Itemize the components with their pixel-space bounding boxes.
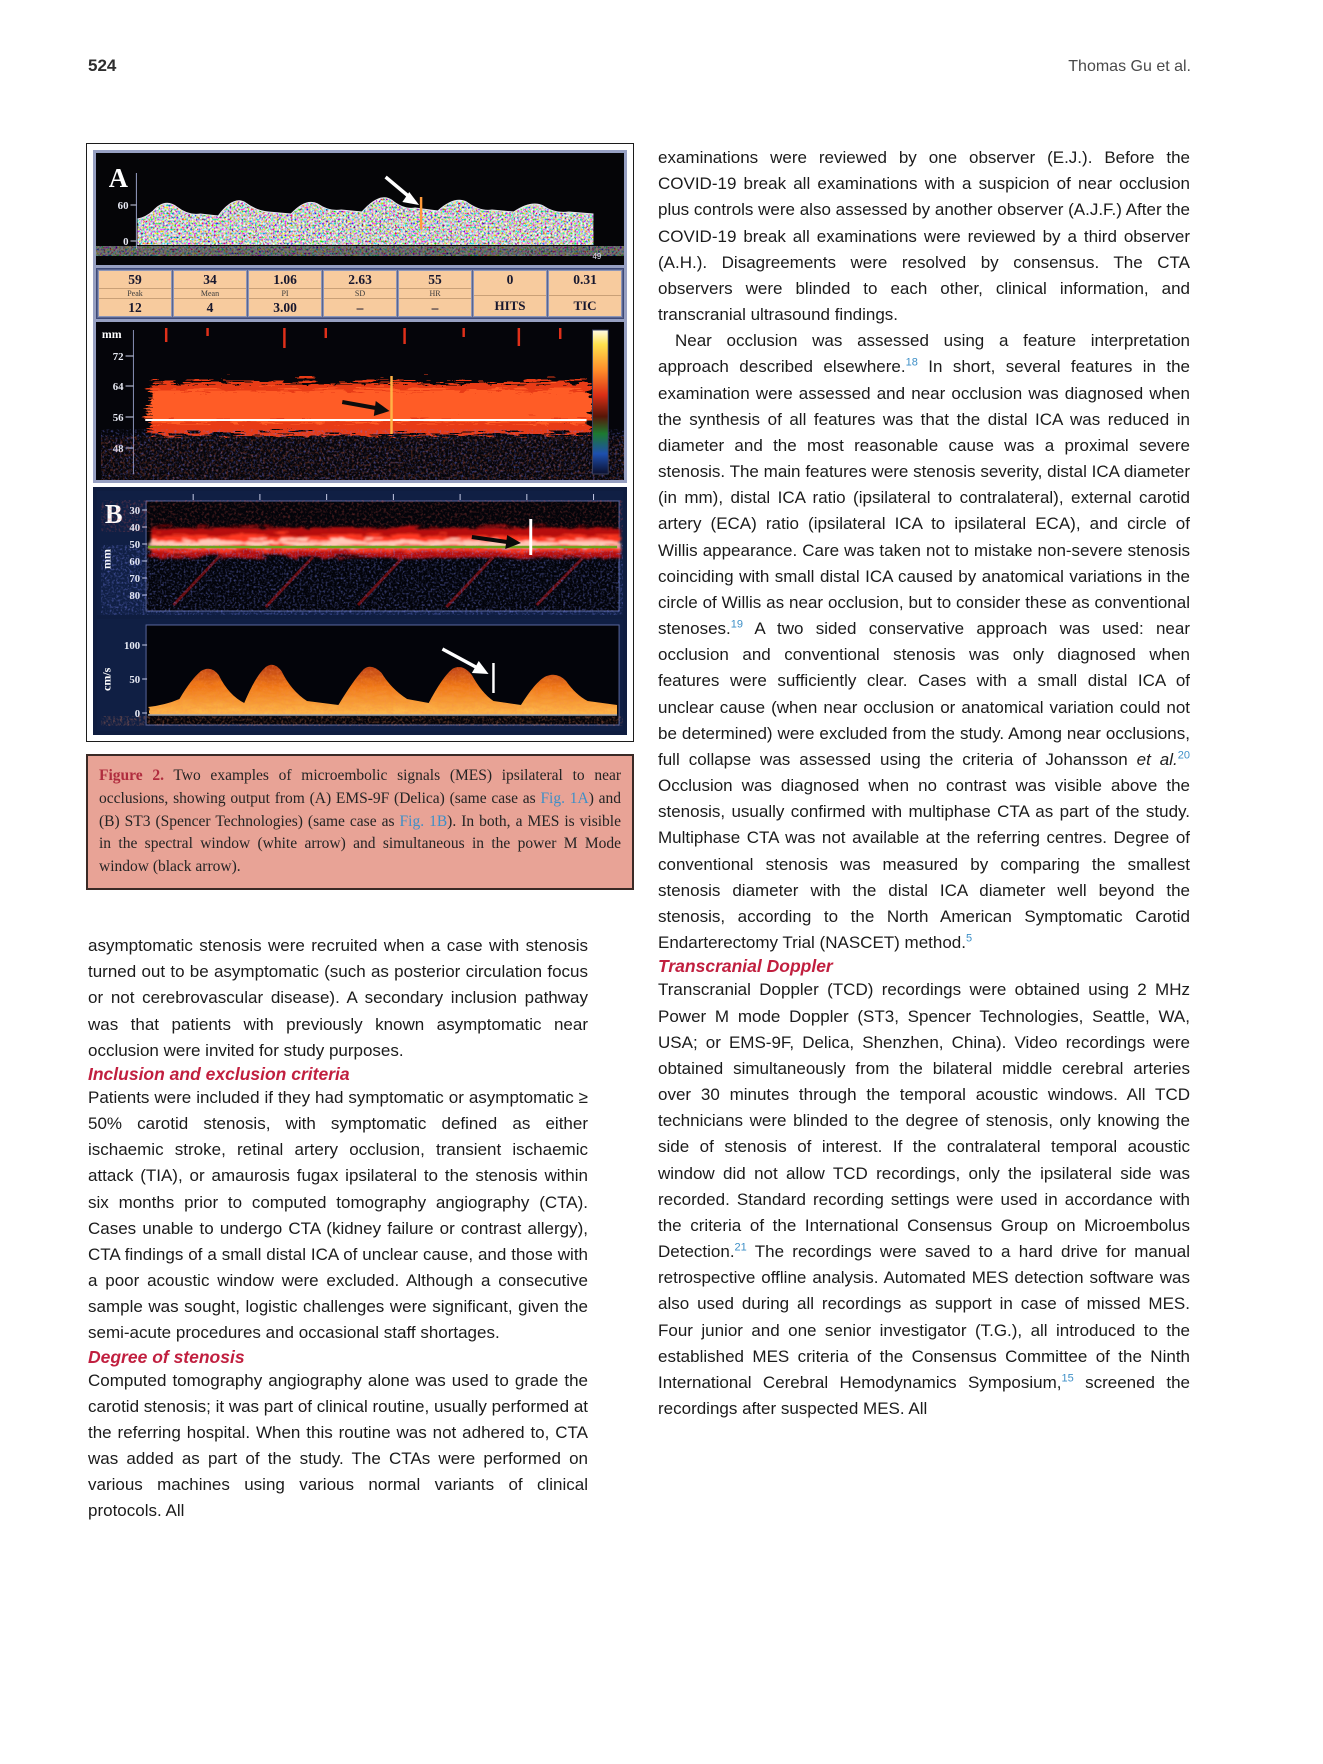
paragraph-near-occlusion-assessment	[658, 328, 1190, 956]
text-segment: A two sided conservative approach was used: near occlusion and conventional stenosis was only diagnosed when features were sufficiently clear. Cases with a small distal ICA of unclear cause (when near occlusion or anatomical variation could not be determined) were excluded from the study. Among near occlusions, full collapse was assessed using the criteria of Johansson	[658, 619, 1190, 769]
ytick-48: 48	[112, 442, 124, 456]
reference-18-link[interactable]: 18	[905, 356, 918, 369]
ytick-40: 40	[129, 521, 141, 535]
text-segment: Figure 2.	[99, 767, 164, 784]
figure-2	[86, 143, 634, 890]
text-segment: Two examples of microembolic signals (MES) ipsilateral to near occlusions, showing output from (A) EMS-9F (Delica) (same case as	[99, 767, 622, 807]
mmode-unit-label: mm	[99, 549, 114, 569]
doppler-measurements-table	[96, 268, 624, 319]
fig-1a-link[interactable]: Fig. 1A	[540, 789, 589, 807]
ytick-30: 30	[129, 504, 141, 518]
ytick-100: 100	[124, 639, 141, 653]
table-column-tic	[548, 270, 622, 317]
measurement-label: HITS	[474, 295, 546, 316]
table-column-hits	[473, 270, 547, 317]
ytick-50: 50	[129, 538, 141, 552]
measurement-value: 12	[128, 300, 142, 315]
ytick-56: 56	[112, 411, 124, 425]
measurement-value: 55	[428, 272, 442, 287]
running-head: Thomas Gu et al.	[1068, 58, 1191, 75]
ytick-70: 70	[129, 572, 141, 586]
table-column-peak	[98, 270, 172, 317]
measurement-value: 1.06	[273, 272, 297, 287]
panel-a-mmode-window	[96, 322, 624, 480]
text-segment: Transcranial Doppler (TCD) recordings were obtained using 2 MHz Power M mode Doppler (ST3, Spencer Technologies, Seattle, WA, USA; or EMS-9F, Delica, Shenzhen, China). Video recordings were obtained simultaneously from the bilateral middle cerebral arteries over 30 minutes through the temporal acoustic windows. All TCD technicians were blinded to the degree of stenosis, only knowing the side of stenosis of interest. If the contralateral temporal acoustic window did not allow TCD recordings, only the ipsilateral side was recorded. Standard recording settings were used in accordance with the criteria of the International Consensus Group on Microembolus Detection.	[658, 980, 1190, 1262]
table-column-pi	[248, 270, 322, 317]
reference-20-link[interactable]: 20	[1177, 749, 1190, 762]
figure-2-image-box	[86, 143, 634, 742]
ytick-60: 60	[129, 555, 141, 569]
spectral-unit-label: cm/s	[99, 667, 114, 691]
fig-1b-link[interactable]: Fig. 1B	[399, 812, 448, 830]
reference-21-link[interactable]: 21	[734, 1241, 747, 1254]
color-scale-bar	[592, 330, 608, 474]
ytick-80: 80	[129, 589, 141, 603]
text-segment: Near occlusion was assessed using a feature interpretation approach described elsewhere.	[658, 331, 1190, 377]
text-segment: ) and (B) ST3 (Spencer Technologies) (same case as	[99, 789, 622, 830]
panel-b-mmode-image	[97, 491, 623, 615]
left-column	[88, 933, 588, 1525]
paragraph-degree-of-stenosis: Computed tomography angiography alone was used to grade the carotid stenosis; it was part of clinical routine, usually performed at the referring hospital. When this routine was not adhered to, CTA was added as part of the study. The CTAs were performed on various machines using various normal variants of clinical protocols. All	[88, 1370, 588, 1521]
panel-b-screenshot	[93, 487, 627, 735]
paragraph-cta-observers: examinations were reviewed by one observer (E.J.). Before the COVID-19 break all examinations with a suspicion of near occlusion plus controls were also assessed by another observer (A.J.F.) After the COVID-19 break all examinations were reviewed by a third observer (A.H.). Disagreements were resolved by consensus. The CTA observers were blinded to each other, clinical information, and transcranial ultrasound findings.	[658, 148, 1190, 325]
paragraph-inclusion-criteria: Patients were included if they had symptomatic or asymptomatic ≥ 50% carotid stenosis, with symptomatic defined as either ischaemic stroke, retinal artery occlusion, transient ischaemic attack (TIA), or amaurosis fugax ipsilateral to the stenosis within six months prior to computed tomography angiography (CTA). Cases unable to undergo CTA (kidney failure or contrast allergy), CTA findings of a small distal ICA of unclear cause, and those with a poor acoustic window were excluded. Although a consecutive sample was sought, logistic challenges were significant, given the semi-acute procedures and occasional staff shortages.	[88, 1087, 588, 1343]
section-heading-degree-of-stenosis: Degree of stenosis	[88, 1346, 245, 1367]
panel-b-mmode-window	[97, 491, 623, 615]
text-segment: Occlusion was diagnosed when no contrast was visible above the stenosis, usually confirmed with multiphase CTA as part of the study. Multiphase CTA was not available at the referring centres. Degree of conventional stenosis was measured by comparing the smallest stenosis diameter with the distal ICA diameter well beyond the stenosis, according to the North American Symptomatic Carotid Endarterectomy Trial (NASCET) method.	[658, 776, 1190, 953]
reference-15-link[interactable]: 15	[1061, 1372, 1074, 1385]
baseline-speckle	[148, 717, 617, 725]
measurement-value: 59	[128, 272, 142, 287]
measurement-label: Mean	[174, 288, 246, 299]
panel-a-screenshot	[93, 150, 627, 483]
ytick-50: 50	[129, 673, 141, 687]
paragraph-recruitment: asymptomatic stenosis were recruited when a case with stenosis turned out to be asymptomatic (such as posterior circulation focus or not cerebrovascular disease). A secondary inclusion pathway was that patients with previously known asymptomatic near occlusion were invited for study purposes.	[88, 936, 588, 1060]
panel-a-spectral-window	[96, 153, 624, 265]
measurement-value: 4	[206, 300, 214, 315]
ytick-0: 0	[134, 707, 141, 721]
mmode-unit-label: mm	[101, 326, 122, 342]
panel-a-spectral-image	[96, 153, 624, 265]
power-mmode-band	[148, 525, 617, 555]
ytick-72: 72	[112, 350, 124, 364]
measurement-value: –	[431, 300, 439, 315]
table-column-hr	[398, 270, 472, 317]
measurement-value: –	[356, 300, 364, 315]
text-segment: ). In both, a MES is visible in the spectral window (white arrow) and simultaneous in the power M Mode window (black arrow).	[99, 812, 621, 876]
section-heading-transcranial-doppler: Transcranial Doppler	[658, 956, 833, 977]
measurement-value: 0.31	[573, 272, 597, 287]
text-segment: screened the recordings after suspected MES. All	[658, 1372, 1190, 1419]
text-segment: et al.	[1136, 749, 1178, 769]
figure-caption	[86, 754, 634, 890]
scale-corner-number: 49	[592, 251, 602, 262]
panel-b-label: B	[104, 498, 123, 530]
ytick-64: 64	[112, 380, 124, 394]
table-column-mean	[173, 270, 247, 317]
paragraph-tcd-recordings	[658, 977, 1190, 1422]
panel-b-spectral-window	[97, 619, 623, 731]
panel-b-spectral-image	[97, 619, 623, 731]
table-column-sd	[323, 270, 397, 317]
measurement-value: 34	[203, 272, 217, 287]
measurement-label: SD	[324, 288, 396, 299]
measurement-label: PI	[249, 288, 321, 299]
panel-a-label: A	[108, 162, 129, 194]
measurement-value: 2.63	[348, 272, 372, 287]
page-number: 524	[88, 56, 117, 75]
baseline-speckle	[137, 247, 594, 255]
ytick-0: 0	[123, 235, 129, 249]
red-speckle-noise	[145, 440, 586, 478]
right-column	[658, 145, 1190, 1422]
reference-19-link[interactable]: 19	[730, 618, 744, 631]
measurement-value: 3.00	[273, 300, 297, 315]
ytick-60: 60	[117, 199, 129, 213]
measurement-label: Peak	[99, 288, 171, 299]
blue-speckle-noise	[148, 551, 617, 609]
text-segment: The recordings were saved to a hard drive for manual retrospective offline analysis. Automated MES detection software was also used during all recordings as support in case of missed MES. Four junior and one senior investigator (T.G.), all introduced to the established MES criteria of the Consensus Committee of the Ninth International Cerebral Hemodynamics Symposium,	[658, 1242, 1190, 1392]
measurement-value: 0	[506, 272, 514, 287]
reference-5-link[interactable]: 5	[965, 932, 973, 945]
panel-a-mmode-image	[96, 322, 624, 480]
text-segment: In short, several features in the examination were assessed and near occlusion was diagnosed when the synthesis of all features was that the distal ICA was reduced in diameter and the most reasonable cause was a proximal severe stenosis. The main features were stenosis severity, distal ICA diameter (in mm), distal ICA ratio (ipsilateral to contralateral), external carotid artery (ECA) ratio (ipsilateral ICA to ipsilateral ECA), and circle of Willis appearance. Care was taken not to mistake non-severe stenosis coinciding with small distal ICA caused by anatomical variations in the circle of Willis as near occlusion, but to consider these as conventional stenoses.	[658, 357, 1191, 639]
measurement-label: TIC	[549, 295, 621, 316]
arterial-wall-band	[145, 378, 586, 430]
section-heading-inclusion-exclusion: Inclusion and exclusion criteria	[88, 1063, 350, 1084]
measurement-label: HR	[399, 288, 471, 299]
